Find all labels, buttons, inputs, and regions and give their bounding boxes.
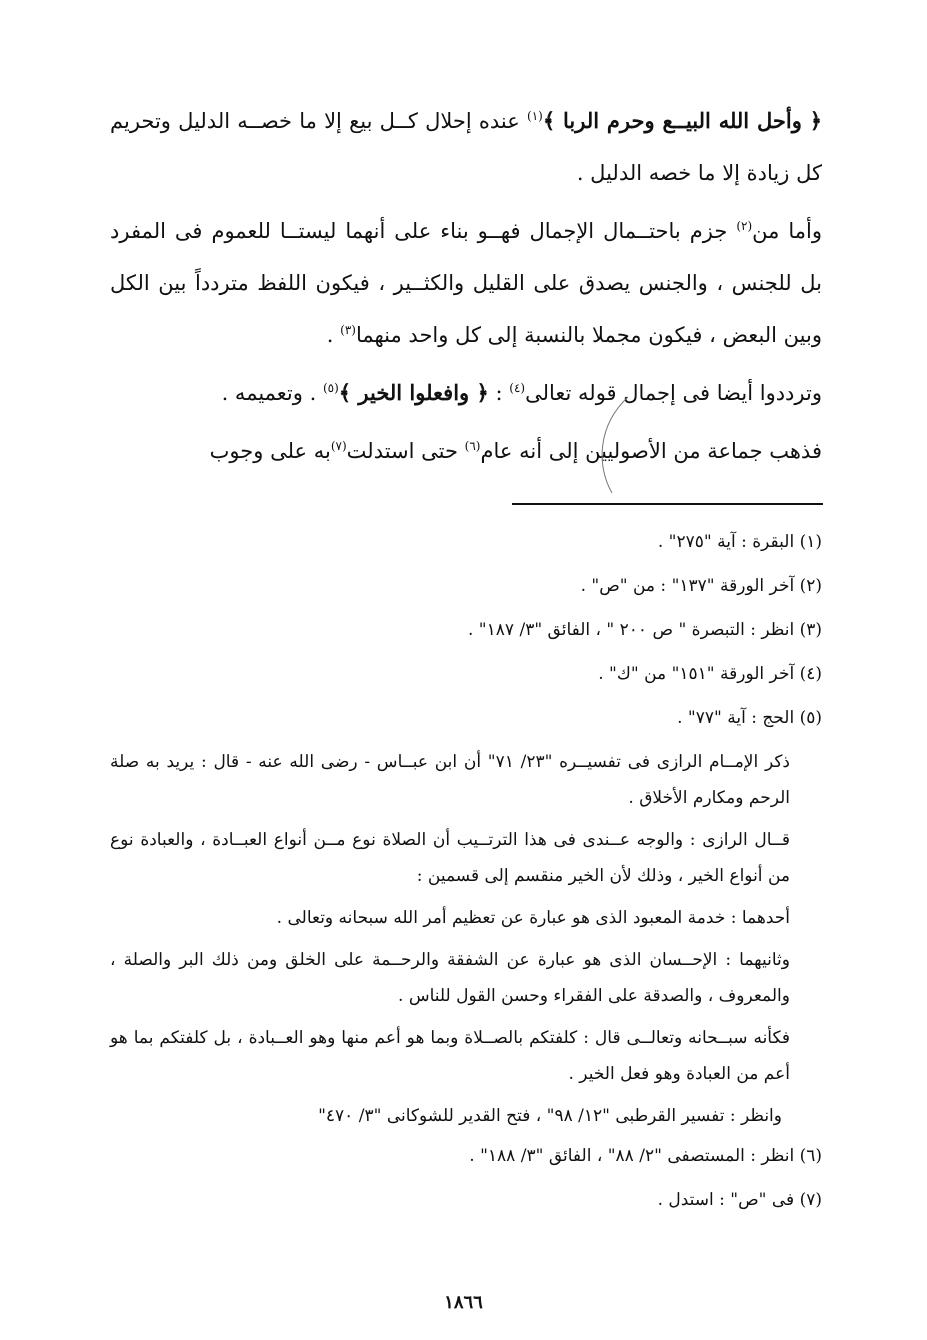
footnote-5-paragraph-c: أحدهما : خدمة المعبود الذى هو عبارة عن تعظيم أمر الله سبحانه وتعالى .: [276, 908, 790, 928]
paragraph-3-text-b: :: [488, 381, 510, 405]
paragraph-1-text: عنده إحلال كــل بيع إلا ما خصــه الدليل وتحريم كل زيادة إلا ما خصه الدليل .: [110, 109, 822, 185]
footnote-ref-2: (٢): [736, 219, 753, 233]
paragraph-3: [110, 367, 822, 419]
paragraph-1: [110, 95, 822, 199]
footnote-6: (٦) انظر : المستصفى "٢/ ٨٨" ، الفائق "٣/ ١٨٨" .: [469, 1146, 822, 1166]
footnote-3: (٣) انظر : التبصرة " ص ٢٠٠ " ، الفائق "٣/ ١٨٧" .: [468, 620, 822, 640]
paragraph-4-text-c: به على وجوب: [209, 439, 331, 463]
footnote-7: (٧) فى "ص" : استدل .: [657, 1190, 822, 1210]
footnote-5-paragraph-d: وثانيهما : الإحــسان الذى هو عبارة عن الشفقة والرحــمة على الخلق ومن ذلك البر والصلة ، والمعروف ، والصدقة على الفقراء وحسن القول للناس .: [110, 950, 790, 1006]
paragraph-2: [110, 205, 822, 361]
footnote-5-paragraph-e: فكأنه سبــحانه وتعالــى قال : كلفتكم بالصــلاة وبما هو أعم منها وهو العــبادة ، بل كلفتكم بما هو أعم من العبادة وهو فعل الخير .: [110, 1028, 790, 1084]
footnote-5: (٥) الحج : آية "٧٧" .: [677, 708, 822, 728]
paragraph-2-text-c: .: [326, 323, 341, 347]
footnote-ref-1: (١): [527, 109, 543, 123]
footnote-ref-6: (٦): [464, 439, 481, 453]
paragraph-2-text-a: وأما من: [752, 219, 822, 243]
footnote-5-paragraph-a: ذكر الإمــام الرازى فى تفسيــره "٢٣/ ٧١" أن ابن عبــاس - رضى الله عنه - قال : يريد به صلة الرحم ومكارم الأخلاق .: [110, 752, 790, 808]
quran-quote-2: ﴿ وافعلوا الخير ﴾: [338, 380, 489, 405]
footnotes: [110, 520, 822, 1222]
footnote-5-paragraph-b: قــال الرازى : والوجه عــندى فى هذا الترتــيب أن الصلاة نوع مــن أنواع العبــادة ، والعبادة نوع من أنواع الخير ، وذلك لأن الخير منقسم إلى قسمين :: [110, 830, 790, 886]
paragraph-4-text-b: حتى استدلت: [346, 439, 465, 463]
footnote-ref-4: (٤): [509, 381, 526, 395]
footnote-ref-7: (٧): [330, 439, 347, 453]
paragraph-3-text-c: . وتعميمه .: [221, 381, 323, 405]
footnote-1: (١) البقرة : آية "٢٧٥" .: [657, 532, 822, 552]
footnote-2: (٢) آخر الورقة "١٣٧" : من "ص" .: [580, 576, 822, 596]
footnote-separator: [512, 503, 823, 505]
footnote-ref-3: (٣): [340, 323, 356, 337]
footnote-5-paragraph-f: وانظر : تفسير القرطبى "١٢/ ٩٨" ، فتح القدير للشوكانى "٣/ ٤٧٠": [318, 1106, 782, 1126]
paragraph-2-text-b: جزم باحتــمال الإجمال فهــو بناء على أنهما ليستــا للعموم فى المفرد بل للجنس ، والجنس يصدق على القليل والكثــير ، فيكون اللفظ متردداً بين الكل وبين البعض ، فيكون مجملا بالنسبة إلى كل واحد منهما: [110, 219, 822, 347]
page-number: ١٨٦٦: [444, 1292, 483, 1313]
quran-quote-1: ﴿ وأحل الله البيــع وحرم الربا ﴾: [542, 108, 822, 133]
paragraph-4-text-a: فذهب جماعة من الأصوليين إلى أنه عام: [480, 439, 822, 463]
paragraph-4: [110, 425, 822, 477]
footnote-4: (٤) آخر الورقة "١٥١" من "ك" .: [598, 664, 822, 684]
main-text: [110, 95, 822, 477]
footnote-ref-5: (٥): [322, 381, 339, 395]
paragraph-3-text-a: وترددوا أيضا فى إجمال قوله تعالى: [525, 381, 822, 405]
